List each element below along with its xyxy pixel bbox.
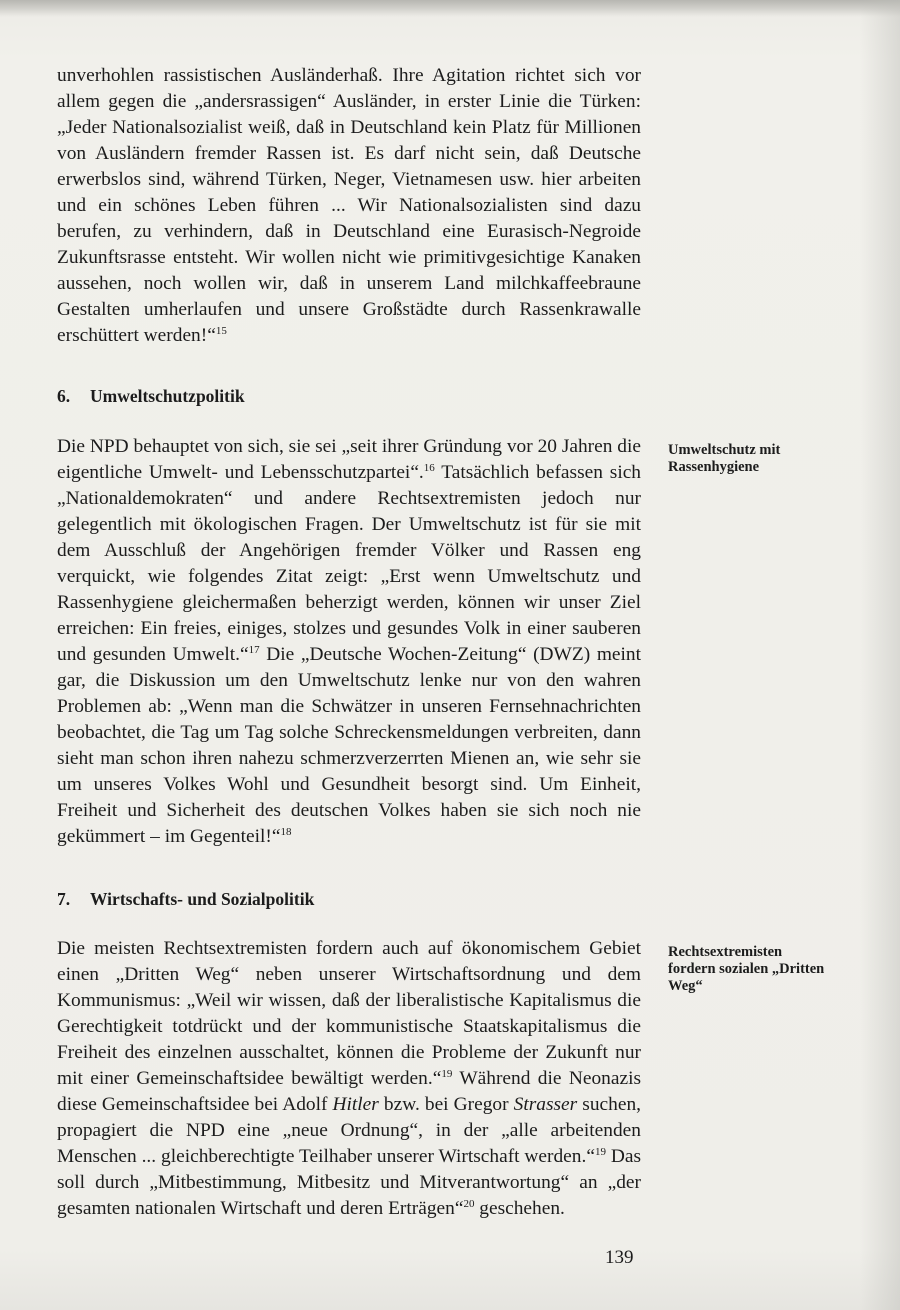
footnote-ref: 17: [248, 644, 260, 656]
paragraph-text: Die „Deutsche Wochen-Zeitung“ (DWZ) meint gar, die Diskussion um den Umweltschutz lenke nur von den wahren Problemen ab: „Wenn man die Schwätzer in unseren Fernsehnachrichten beobachtet, die Tag um Tag solche Schreckensmeldungen verbreiten, dann sieht man schon ihren nahezu schmerzverzerrten Mienen an, wie sehr sie um unseres Volkes Wohl und Gesundheit besorgt sind. Um Einheit, Freiheit und Sicherheit des deutschen Volkes haben sie sich noch nie gekümmert – im Gegenteil!“: [57, 644, 641, 847]
footnote-ref: 16: [423, 462, 435, 474]
section-number: 6.: [57, 386, 71, 406]
paragraph-text: Während die Neonazis diese Gemeinschaftsidee bei Adolf: [57, 1068, 642, 1115]
section-title: Umweltschutzpolitik: [90, 386, 245, 406]
intro-text: unverhohlen rassistischen Ausländerhaß. Ihre Agitation richtet sich vor allem gegen die „andersrassigen“ Ausländer, in erster Linie die Türken: „Jeder Nationalsozialist weiß, daß in Deutschland kein Platz für Millionen von Ausländern fremder Rassen ist. Es darf nicht sein, daß Deutsche erwerbslos sind, während Türken, Neger, Vietnamesen usw. hier arbeiten und ein schönes Leben führen ... Wir Nationalsozialisten sind dazu berufen, zu verhindern, daß in Deutschland eine Eurasisch-Negroide Zukunftsrasse entsteht. Wir wollen nicht wie primitivgesichtige Kanaken aussehen, noch wollen wir, daß in unserem Land milchkaffeebraune Gestalten umherlaufen und unsere Großstädte durch Rassenkrawalle erschüttert werden!“: [57, 65, 641, 346]
paragraph-text: suchen, propagiert die NPD eine „neue Ordnung“, in der „alle arbeitenden Menschen ... gleichberechtigte Teilhaber unserer Wirtschaft werden.“: [57, 1094, 641, 1167]
section-heading-7: [57, 889, 314, 910]
paragraph-text: Tatsächlich befassen sich „Nationaldemokraten“ und andere Rechtsextremisten jedoch nur gelegentlich mit ökologischen Fragen. Der Umweltschutz ist für sie mit dem Ausschluß der Angehörigen fremder Völker und Rassen eng verquickt, wie folgendes Zitat zeigt: „Erst wenn Umweltschutz und Rassenhygiene gleichermaßen beherzigt werden, können wir unser Ziel erreichen: Ein freies, einiges, stolzes und gesundes Volk in einer sauberen und gesunden Umwelt.“: [57, 462, 642, 665]
margin-note-6: Umweltschutz mit Rassenhygiene: [668, 442, 781, 475]
paragraph-text: Die meisten Rechtsextremisten fordern auch auf ökonomischem Gebiet einen „Dritten Weg“ neben unserer Wirtschaftsordnung und dem Kommunismus: „Weil wir wissen, daß der liberalistische Kapitalismus die Gerechtigkeit totdrückt und der kommunistische Staatskapitalismus die Freiheit des einzelnen ausschaltet, können die Probleme der Zukunft nur mit einer Gemeinschaftsidee bewältigt werden.“: [57, 938, 641, 1089]
scan-top-shadow: [0, 0, 900, 16]
footnote-ref: 20: [463, 1198, 475, 1210]
section-heading-6: [57, 386, 245, 407]
section6-paragraph: [57, 434, 641, 850]
paragraph-text: Die NPD behauptet von sich, sie sei „seit ihrer Gründung vor 20 Jahren die eigentliche Umwelt- und Lebensschutzpartei“.: [57, 436, 641, 483]
section7-paragraph: [57, 936, 641, 1222]
footnote-ref: 19: [594, 1146, 606, 1158]
paragraph-text: Das soll durch „Mitbestimmung, Mitbesitz und Mitverantwortung“ an „der gesamten nationalen Wirtschaft und deren Erträgen“: [57, 1146, 641, 1219]
section-number: 7.: [57, 889, 71, 909]
section-title: Wirtschafts- und Sozialpolitik: [90, 889, 315, 909]
scan-right-edge: [860, 0, 900, 1310]
person-name: Hitler: [332, 1094, 379, 1115]
intro-paragraph: [57, 63, 641, 349]
page-number: 139: [605, 1247, 634, 1268]
footnote-ref: 19: [441, 1068, 453, 1080]
margin-note-7: Rechtsextremisten fordern sozialen „Dritten Weg“: [668, 944, 825, 994]
footnote-ref: 15: [215, 325, 227, 337]
paragraph-text: geschehen.: [474, 1198, 565, 1219]
paragraph-text: bzw. bei Gregor: [378, 1094, 514, 1115]
footnote-ref: 18: [280, 826, 292, 838]
person-name: Strasser: [513, 1094, 578, 1115]
